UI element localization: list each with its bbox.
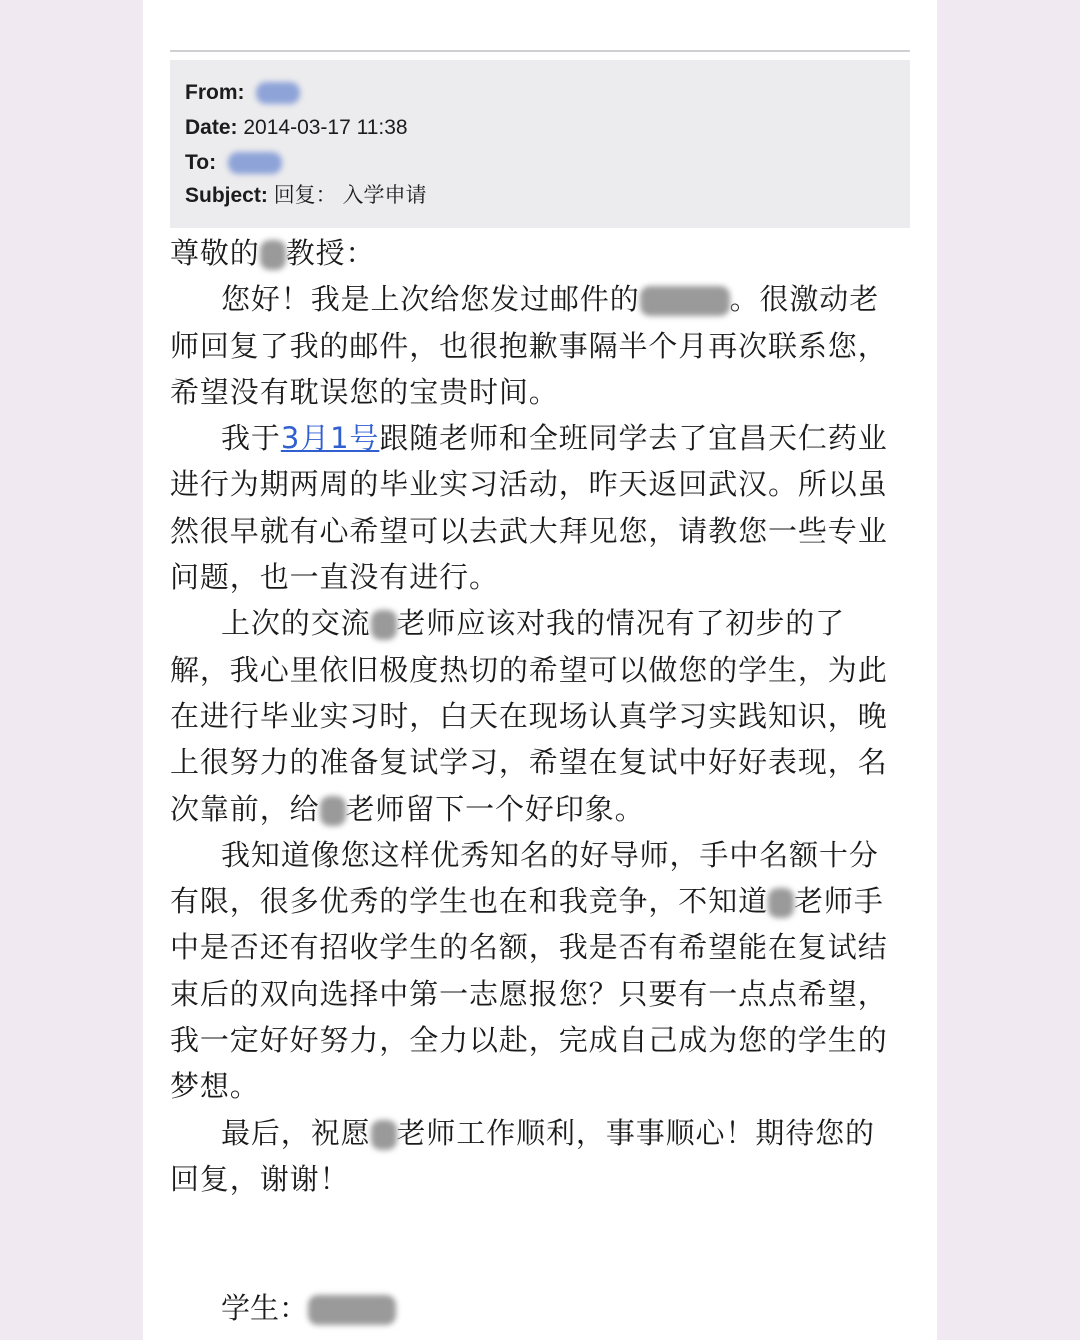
divider xyxy=(170,50,910,52)
subject-value: 回复： 入学申请 xyxy=(273,184,427,207)
paragraph-line: 希望没有耽误您的宝贵时间。 xyxy=(170,374,559,409)
paragraph-line: 然很早就有心希望可以去武大拜见您，请教您一些专业 xyxy=(170,513,888,548)
name-redacted xyxy=(260,240,286,270)
paragraph-line: 我一定好好努力，全力以赴，完成自己成为您的学生的 xyxy=(170,1023,888,1058)
paragraph-line: 回复，谢谢！ xyxy=(170,1161,350,1196)
paragraph-line: 束后的双向选择中第一志愿报您？只要有一点点希望， xyxy=(170,976,888,1011)
date-value: 2014-03-17 11:38 xyxy=(243,116,408,139)
name-redacted xyxy=(371,1120,397,1150)
paragraph-line xyxy=(170,878,930,924)
subject-row xyxy=(185,181,427,211)
text: 老师留下一个好印象。 xyxy=(345,791,645,826)
paragraph-line: 问题，也一直没有进行。 xyxy=(170,560,499,595)
paragraph-line: 中是否还有招收学生的名额，我是否有希望能在复试结 xyxy=(170,930,888,965)
text: 老师工作顺利，事事顺心！期待您的 xyxy=(396,1115,875,1150)
greeting-text: 尊敬的 xyxy=(170,236,260,270)
text: 老师手 xyxy=(794,884,884,919)
paragraph-line xyxy=(170,600,930,646)
paragraph-line xyxy=(170,786,930,832)
to-label: To: xyxy=(185,151,217,174)
text: 您好！我是上次给您发过邮件的 xyxy=(221,282,640,317)
paragraph-line: 我知道像您这样优秀知名的好导师，手中名额十分 xyxy=(221,837,879,872)
date-label: Date: xyxy=(185,116,238,139)
text: 。很激动老 xyxy=(729,282,880,317)
name-redacted xyxy=(371,610,397,640)
text: 次靠前，给 xyxy=(170,791,320,826)
to-value-redacted xyxy=(228,152,282,174)
paragraph-line: 在进行毕业实习时，白天在现场认真学习实践知识，晚 xyxy=(170,698,888,733)
signature xyxy=(221,1285,396,1331)
paragraph-line: 解，我心里依旧极度热切的希望可以做您的学生，为此 xyxy=(170,652,888,687)
from-label: From: xyxy=(185,81,245,104)
paragraph-line: 进行为期两周的毕业实习活动，昨天返回武汉。所以虽 xyxy=(170,467,888,502)
paragraph-line: 上很努力的准备复试学习，希望在复试中好好表现，名 xyxy=(170,745,888,780)
from-row xyxy=(185,78,300,108)
email-body xyxy=(170,230,930,1202)
text: 有限，很多优秀的学生也在和我竞争，不知道 xyxy=(170,884,769,919)
paragraph-line xyxy=(170,1110,930,1156)
from-value-redacted xyxy=(256,82,300,104)
date-link[interactable]: 3月1号 xyxy=(280,421,380,456)
paragraph-line: 师回复了我的邮件，也很抱歉事隔半个月再次联系您， xyxy=(170,328,888,363)
name-redacted xyxy=(768,888,794,918)
date-row xyxy=(185,113,408,143)
greeting xyxy=(170,230,930,276)
text: 老师应该对我的情况有了初步的了 xyxy=(396,606,846,641)
greeting-text: 教授： xyxy=(285,236,376,270)
text: 我于 xyxy=(221,421,281,456)
text: 跟随老师和全班同学去了宜昌天仁药业 xyxy=(379,421,888,456)
paragraph-line xyxy=(170,415,930,461)
paragraph-line: 梦想。 xyxy=(170,1069,260,1104)
name-redacted xyxy=(308,1295,396,1325)
name-redacted xyxy=(640,286,730,316)
signature-label: 学生： xyxy=(221,1291,309,1325)
name-redacted xyxy=(320,796,346,826)
paragraph-line xyxy=(170,276,930,322)
text: 上次的交流 xyxy=(221,606,371,641)
text: 最后，祝愿 xyxy=(221,1115,371,1150)
subject-label: Subject: xyxy=(185,184,268,207)
to-row xyxy=(185,148,282,178)
